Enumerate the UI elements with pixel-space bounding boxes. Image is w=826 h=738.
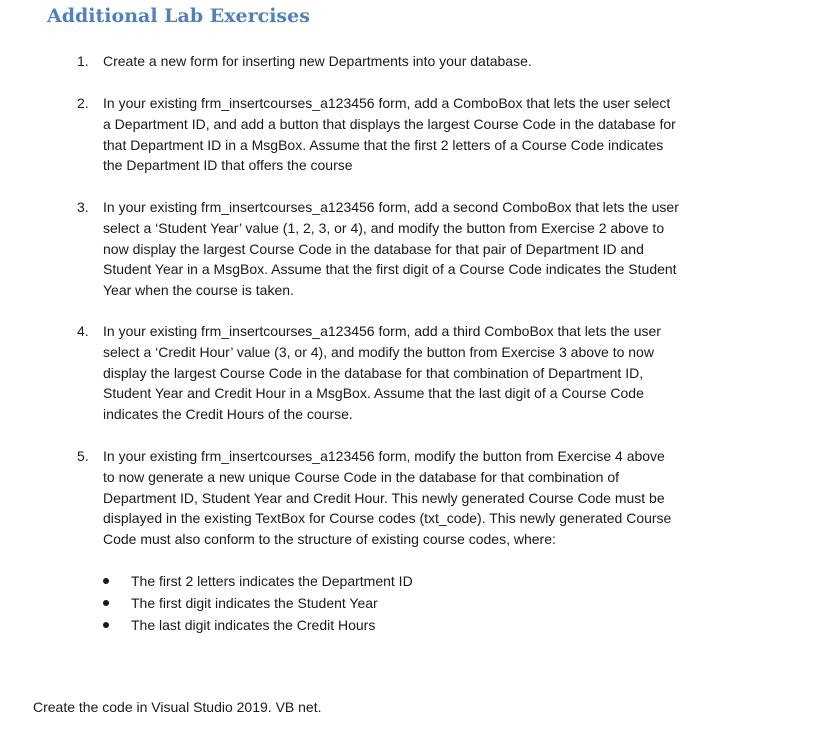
exercise-line: In your existing frm_insertcourses_a123456 form, add a third ComboBox that lets the user xyxy=(103,323,661,339)
list-item xyxy=(0,615,826,637)
bullet-icon xyxy=(103,578,109,584)
exercise-line: Student Year in a MsgBox. Assume that the first digit of a Course Code indicates the Student xyxy=(103,261,677,278)
exercise-line: indicates the Credit Hours of the course. xyxy=(103,406,353,423)
exercise-line: Department ID, Student Year and Credit Hour. This newly generated Course Code must be xyxy=(103,489,665,506)
exercise-number: 3. xyxy=(77,199,89,215)
exercise-line: In your existing frm_insertcourses_a123456 form, modify the button from Exercise 4 above xyxy=(103,448,665,464)
exercise-line: to now generate a new unique Course Code in the database for that combination of xyxy=(103,468,620,485)
exercise-text xyxy=(103,93,763,176)
exercise-line: In your existing frm_insertcourses_a123456 form, add a ComboBox that lets the user select xyxy=(103,95,671,111)
exercise-line: In your existing frm_insertcourses_a123456 form, add a second ComboBox that lets the user xyxy=(103,199,679,215)
bullet-text: The first digit indicates the Student Year xyxy=(131,595,378,611)
exercise-text xyxy=(103,321,763,425)
exercise-number: 4. xyxy=(77,323,89,339)
exercise-number: 1. xyxy=(77,53,89,69)
exercise-line: Year when the course is taken. xyxy=(103,282,294,299)
list-item xyxy=(0,593,826,615)
exercise-line: display the largest Course Code in the database for that combination of Department ID, xyxy=(103,364,644,381)
list-item xyxy=(0,571,826,593)
page-title: Additional Lab Exercises xyxy=(47,5,310,27)
exercise-line: the Department ID that offers the course xyxy=(103,157,353,174)
exercise-line: displayed in the existing TextBox for Course codes (txt_code). This newly generated Course xyxy=(103,510,672,527)
exercise-line: Student Year and Credit Hour in a MsgBox. Assume that the last digit of a Course Code xyxy=(103,385,644,402)
exercise-line: select a ‘Credit Hour’ value (3, or 4), and modify the button from Exercise 3 above to now xyxy=(103,343,654,360)
footer-note: Create the code in Visual Studio 2019. VB net. xyxy=(33,699,322,715)
exercise-line: that Department ID in a MsgBox. Assume that the first 2 letters of a Course Code indicates xyxy=(103,136,664,153)
exercise-line: select a ‘Student Year’ value (1, 2, 3, or 4), and modify the button from Exercise 2 above to xyxy=(103,219,665,236)
bullet-icon xyxy=(103,622,109,628)
exercise-line: now display the largest Course Code in the database for that pair of Department ID and xyxy=(103,240,644,257)
bullet-text: The last digit indicates the Credit Hours xyxy=(131,617,376,633)
exercise-number: 2. xyxy=(77,95,89,111)
bullet-icon xyxy=(103,600,109,606)
exercise-text xyxy=(103,446,763,550)
exercise-line: a Department ID, and add a button that displays the largest Course Code in the database for xyxy=(103,115,676,132)
exercise-number: 5. xyxy=(77,448,89,464)
exercise-line: Create a new form for inserting new Departments into your database. xyxy=(103,53,532,69)
exercise-text xyxy=(103,51,763,72)
exercise-line: Code must also conform to the structure of existing course codes, where: xyxy=(103,531,556,548)
bullet-text: The first 2 letters indicates the Department ID xyxy=(131,573,413,589)
exercise-text xyxy=(103,197,763,301)
